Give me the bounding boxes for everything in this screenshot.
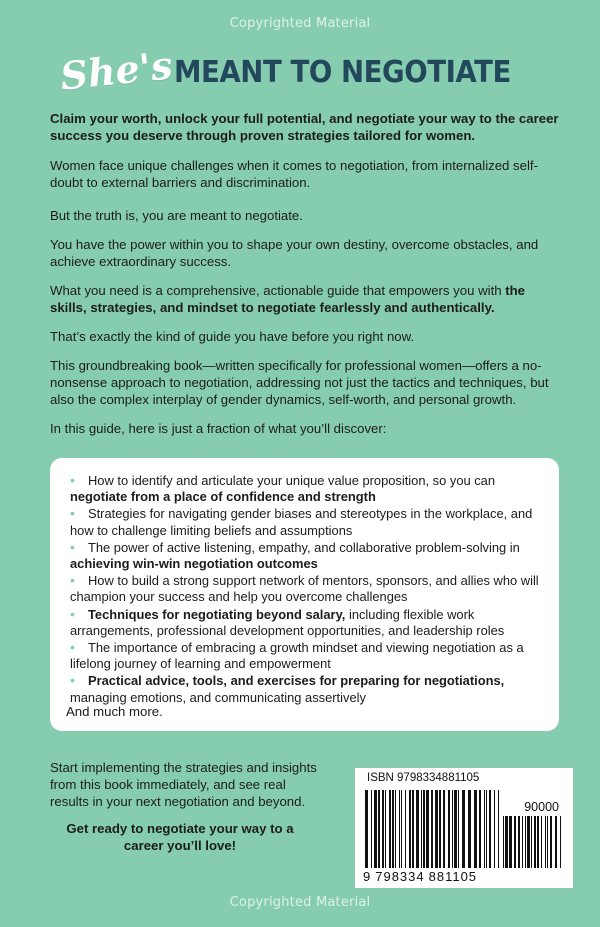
list-item bbox=[66, 472, 550, 505]
bullet-text-bold: Techniques for negotiating beyond salary, bbox=[88, 606, 346, 622]
barcode-stripe bbox=[439, 790, 441, 868]
intro-paragraph-6: That’s exactly the kind of guide you have before you right now. bbox=[50, 329, 415, 344]
barcode-stripe bbox=[392, 790, 394, 868]
barcode-stripe bbox=[452, 790, 453, 868]
barcode-stripe bbox=[541, 816, 542, 868]
barcode-stripe bbox=[527, 816, 530, 868]
bullet-text-bold: negotiate from a place of confidence and strength bbox=[70, 489, 376, 505]
bullet-dot-icon: • bbox=[70, 605, 75, 622]
barcode-stripe bbox=[389, 790, 391, 868]
barcode-stripe bbox=[479, 790, 481, 868]
barcode-stripe bbox=[514, 816, 516, 868]
intro-paragraph-5-bold: the skills, strategies, and mindset to negotiate fearlessly and authentically. bbox=[50, 283, 526, 315]
barcode-stripe bbox=[374, 790, 377, 868]
watermark-bottom: Copyrighted Material bbox=[229, 895, 371, 910]
bullet-dot-icon: • bbox=[70, 639, 75, 656]
barcode-stripe bbox=[525, 816, 526, 868]
barcode-stripe bbox=[454, 790, 457, 868]
barcode-stripe bbox=[545, 816, 546, 868]
barcode-stripe bbox=[489, 790, 491, 868]
bullet-dot-icon: • bbox=[70, 472, 75, 488]
barcode-stripe bbox=[498, 790, 499, 868]
intro-paragraph-2: Women face unique challenges when it comes to negotiation, from internalized self-doubt to external barriers and discrimination. bbox=[50, 158, 538, 190]
barcode-stripe bbox=[560, 816, 561, 868]
title-main: MEANT TO NEGOTIATE bbox=[174, 55, 511, 90]
list-item bbox=[66, 539, 550, 572]
bullet-dot-icon: • bbox=[70, 538, 75, 555]
barcode-stripe bbox=[401, 790, 402, 868]
barcode-stripe bbox=[448, 790, 450, 868]
barcode-stripe bbox=[505, 816, 508, 868]
watermark-top: Copyrighted Material bbox=[229, 16, 371, 31]
barcode-stripe bbox=[518, 816, 520, 868]
call-to-action: Get ready to negotiate your way to a career you’ll love! bbox=[66, 821, 294, 853]
barcode-stripe bbox=[371, 790, 372, 868]
barcode-digit-group: 881105 bbox=[428, 869, 478, 884]
barcode-stripe bbox=[395, 790, 396, 868]
barcode-stripe bbox=[385, 790, 386, 868]
bullet-text: Strategies for navigating gender biases and stereotypes in the workplace, and how to challenge limiting beliefs and assumptions bbox=[70, 506, 533, 538]
list-item bbox=[66, 606, 550, 639]
price-barcode-bars bbox=[503, 816, 561, 868]
price-code: 90000 bbox=[524, 800, 559, 814]
intro-paragraph-8: In this guide, here is just a fraction of what you’ll discover: bbox=[50, 421, 387, 436]
intro-paragraph-7: This groundbreaking book—written specifically for professional women—offers a no-nonsense approach to negotiation, addressing not just the tactics and techniques, but also the complex interplay of gender dynamics, self-worth, and personal growth. bbox=[50, 358, 549, 407]
bullet-dot-icon: • bbox=[70, 572, 75, 589]
bullet-text-bold: Practical advice, tools, and exercises for preparing for negotiations, bbox=[88, 673, 505, 689]
title-script: She's bbox=[57, 42, 175, 99]
bullet-text-tail: managing emotions, and communicating assertively bbox=[70, 689, 366, 705]
barcode-stripe bbox=[426, 790, 429, 868]
bullet-dot-icon: • bbox=[70, 505, 75, 522]
intro-paragraph-3: But the truth is, you are meant to negotiate. bbox=[50, 208, 303, 223]
closing-paragraph: Start implementing the strategies and insights from this book immediately, and see real results in your next negotiation and beyond. bbox=[50, 760, 317, 809]
bullet-card bbox=[50, 458, 559, 731]
list-item bbox=[66, 505, 550, 538]
bullet-text-bold: achieving win-win negotiation outcomes bbox=[70, 556, 318, 572]
bullet-text-tail: including flexible work arrangements, professional development opportunities, and leadership roles bbox=[70, 606, 505, 638]
barcode-stripe bbox=[431, 790, 433, 868]
bullet-text: How to identify and articulate your unique value proposition, so you can bbox=[88, 473, 496, 488]
ean-barcode-bars bbox=[365, 790, 499, 868]
barcode-stripe bbox=[435, 790, 438, 868]
barcode-stripe bbox=[509, 816, 512, 868]
barcode-stripe bbox=[522, 816, 523, 868]
and-much-more: And much more. bbox=[66, 704, 163, 719]
bullet-text: The power of active listening, empathy, and collaborative problem-solving in bbox=[88, 539, 520, 555]
barcode-stripe bbox=[365, 790, 368, 868]
intro-paragraph-1: Claim your worth, unlock your full potential, and negotiate your way to the career success you deserve through proven strategies tailored for women. bbox=[50, 111, 559, 143]
barcode-stripe bbox=[405, 790, 406, 868]
barcode-stripe bbox=[409, 790, 411, 868]
book-title bbox=[0, 42, 600, 99]
bullet-text: How to build a strong support network of mentors, sponsors, and allies who will champion your success and help you overcome challenges bbox=[70, 573, 539, 605]
barcode-stripe bbox=[531, 816, 532, 868]
bullet-text: The importance of embracing a growth mindset and viewing negotiation as a lifelong journey of learning and empowerment bbox=[70, 640, 524, 672]
barcode-stripe bbox=[474, 790, 477, 868]
barcode-digit-group: 9 bbox=[363, 869, 372, 884]
barcode-stripe bbox=[468, 790, 471, 868]
barcode-stripe bbox=[486, 790, 487, 868]
isbn-label: ISBN 9798334881105 bbox=[367, 772, 480, 784]
barcode-stripe bbox=[416, 790, 419, 868]
barcode-stripe bbox=[494, 790, 495, 868]
barcode-stripe bbox=[421, 790, 422, 868]
list-item bbox=[66, 639, 550, 672]
barcode-stripe bbox=[550, 816, 552, 868]
barcode bbox=[355, 768, 573, 888]
barcode-digits bbox=[363, 869, 481, 884]
barcode-stripe bbox=[534, 816, 536, 868]
barcode-stripe bbox=[412, 790, 414, 868]
barcode-digit-group: 798334 bbox=[375, 869, 425, 884]
barcode-stripe bbox=[458, 790, 459, 868]
barcode-stripe bbox=[462, 790, 465, 868]
barcode-stripe bbox=[484, 790, 485, 868]
barcode-stripe bbox=[537, 816, 539, 868]
intro-paragraph-5 bbox=[50, 282, 560, 316]
list-item bbox=[66, 672, 550, 705]
list-item bbox=[66, 572, 550, 605]
bullet-list bbox=[66, 472, 550, 706]
barcode-stripe bbox=[423, 790, 425, 868]
barcode-stripe bbox=[382, 790, 384, 868]
barcode-stripe bbox=[443, 790, 445, 868]
barcode-stripe bbox=[555, 816, 557, 868]
barcode-stripe bbox=[503, 816, 504, 868]
barcode-stripe bbox=[547, 816, 548, 868]
intro-paragraph-4: You have the power within you to shape your own destiny, overcome obstacles, and achieve extraordinary success. bbox=[50, 237, 539, 269]
bullet-dot-icon: • bbox=[70, 672, 75, 689]
intro-paragraph-5-plain: What you need is a comprehensive, actionable guide that empowers you with bbox=[50, 283, 506, 298]
barcode-stripe bbox=[378, 790, 380, 868]
barcode-stripe bbox=[399, 790, 400, 868]
